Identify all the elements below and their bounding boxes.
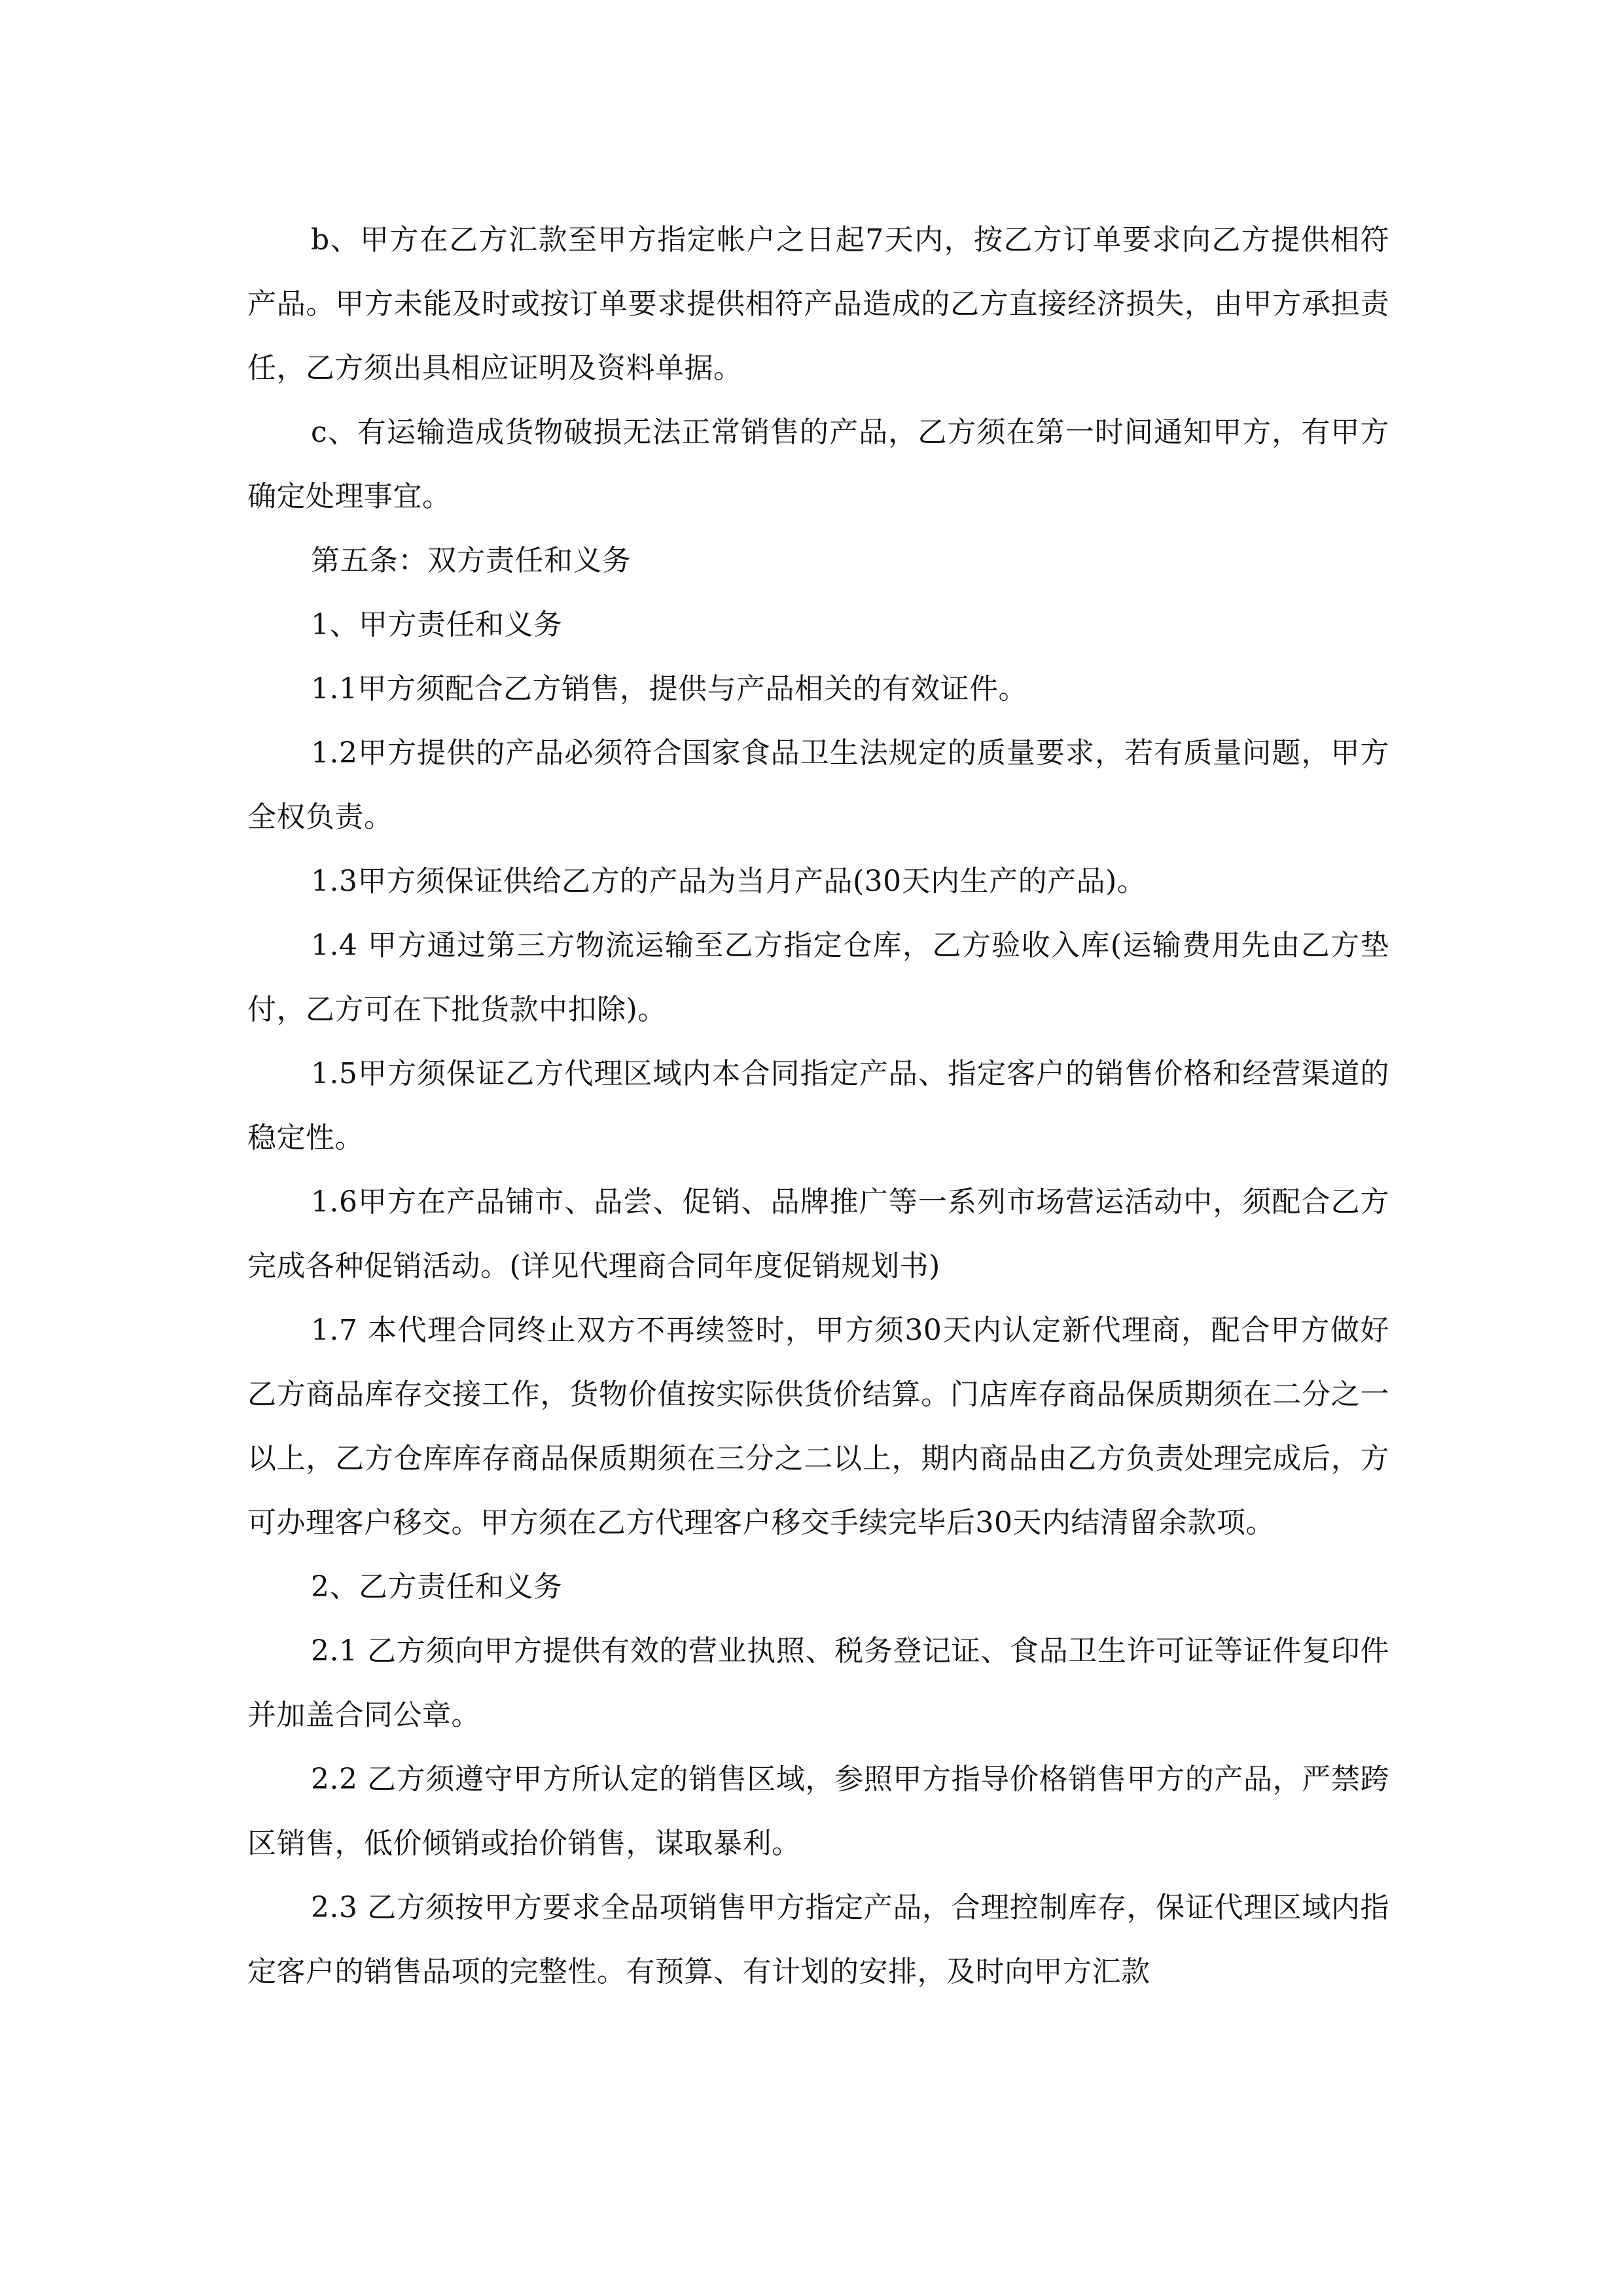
article-heading: 第五条：双方责任和义务	[311, 544, 632, 577]
section-heading-party-b: 2、乙方责任和义务	[311, 1570, 563, 1604]
clause-1-1: 1.1甲方须配合乙方销售，提供与产品相关的有效证件。	[311, 672, 1027, 706]
clause-2-3: 2.3 乙方须按甲方要求全品项销售甲方指定产品，合理控制库存，保证代理区域内指定客户的销售品项的完整性。有预算、有计划的安排，及时向甲方汇款	[247, 1891, 1389, 1988]
clause-1-7: 1.7 本代理合同终止双方不再续签时，甲方须30天内认定新代理商，配合甲方做好乙方商品库存交接工作，货物价值按实际供货价结算。门店库存商品保质期须在二分之一以上，乙方仓库库存商品保质期须在三分之二以上，期内商品由乙方负责处理完成后，方可办理客户移交。甲方须在乙方代理客户移交手续完毕后30天内结清留余款项。	[247, 1314, 1389, 1539]
clause-b: b、甲方在乙方汇款至甲方指定帐户之日起7天内，按乙方订单要求向乙方提供相符产品。甲方未能及时或按订单要求提供相符产品造成的乙方直接经济损失，由甲方承担责任，乙方须出具相应证明及资料单据。	[247, 223, 1389, 385]
clause-1-2: 1.2甲方提供的产品必须符合国家食品卫生法规定的质量要求，若有质量问题，甲方全权负责。	[247, 736, 1389, 834]
clause-1-6: 1.6甲方在产品铺市、品尝、促销、品牌推广等一系列市场营运活动中，须配合乙方完成各种促销活动。(详见代理商合同年度促销规划书)	[247, 1185, 1389, 1283]
clause-1-5: 1.5甲方须保证乙方代理区域内本合同指定产品、指定客户的销售价格和经营渠道的稳定性。	[247, 1057, 1389, 1155]
document-body	[247, 208, 1389, 2004]
clause-2-2: 2.2 乙方须遵守甲方所认定的销售区域，参照甲方指导价格销售甲方的产品，严禁跨区销售，低价倾销或抬价销售，谋取暴利。	[247, 1763, 1389, 1860]
clause-2-1: 2.1 乙方须向甲方提供有效的营业执照、税务登记证、食品卫生许可证等证件复印件并加盖合同公章。	[247, 1634, 1389, 1732]
clause-1-3: 1.3甲方须保证供给乙方的产品为当月产品(30天内生产的产品)。	[311, 865, 1147, 898]
section-heading-party-a: 1、甲方责任和义务	[311, 608, 563, 641]
clause-1-4: 1.4 甲方通过第三方物流运输至乙方指定仓库，乙方验收入库(运输费用先由乙方垫付，乙方可在下批货款中扣除)。	[247, 929, 1389, 1026]
clause-c: c、有运输造成货物破损无法正常销售的产品，乙方须在第一时间通知甲方，有甲方确定处理事宜。	[247, 416, 1389, 513]
